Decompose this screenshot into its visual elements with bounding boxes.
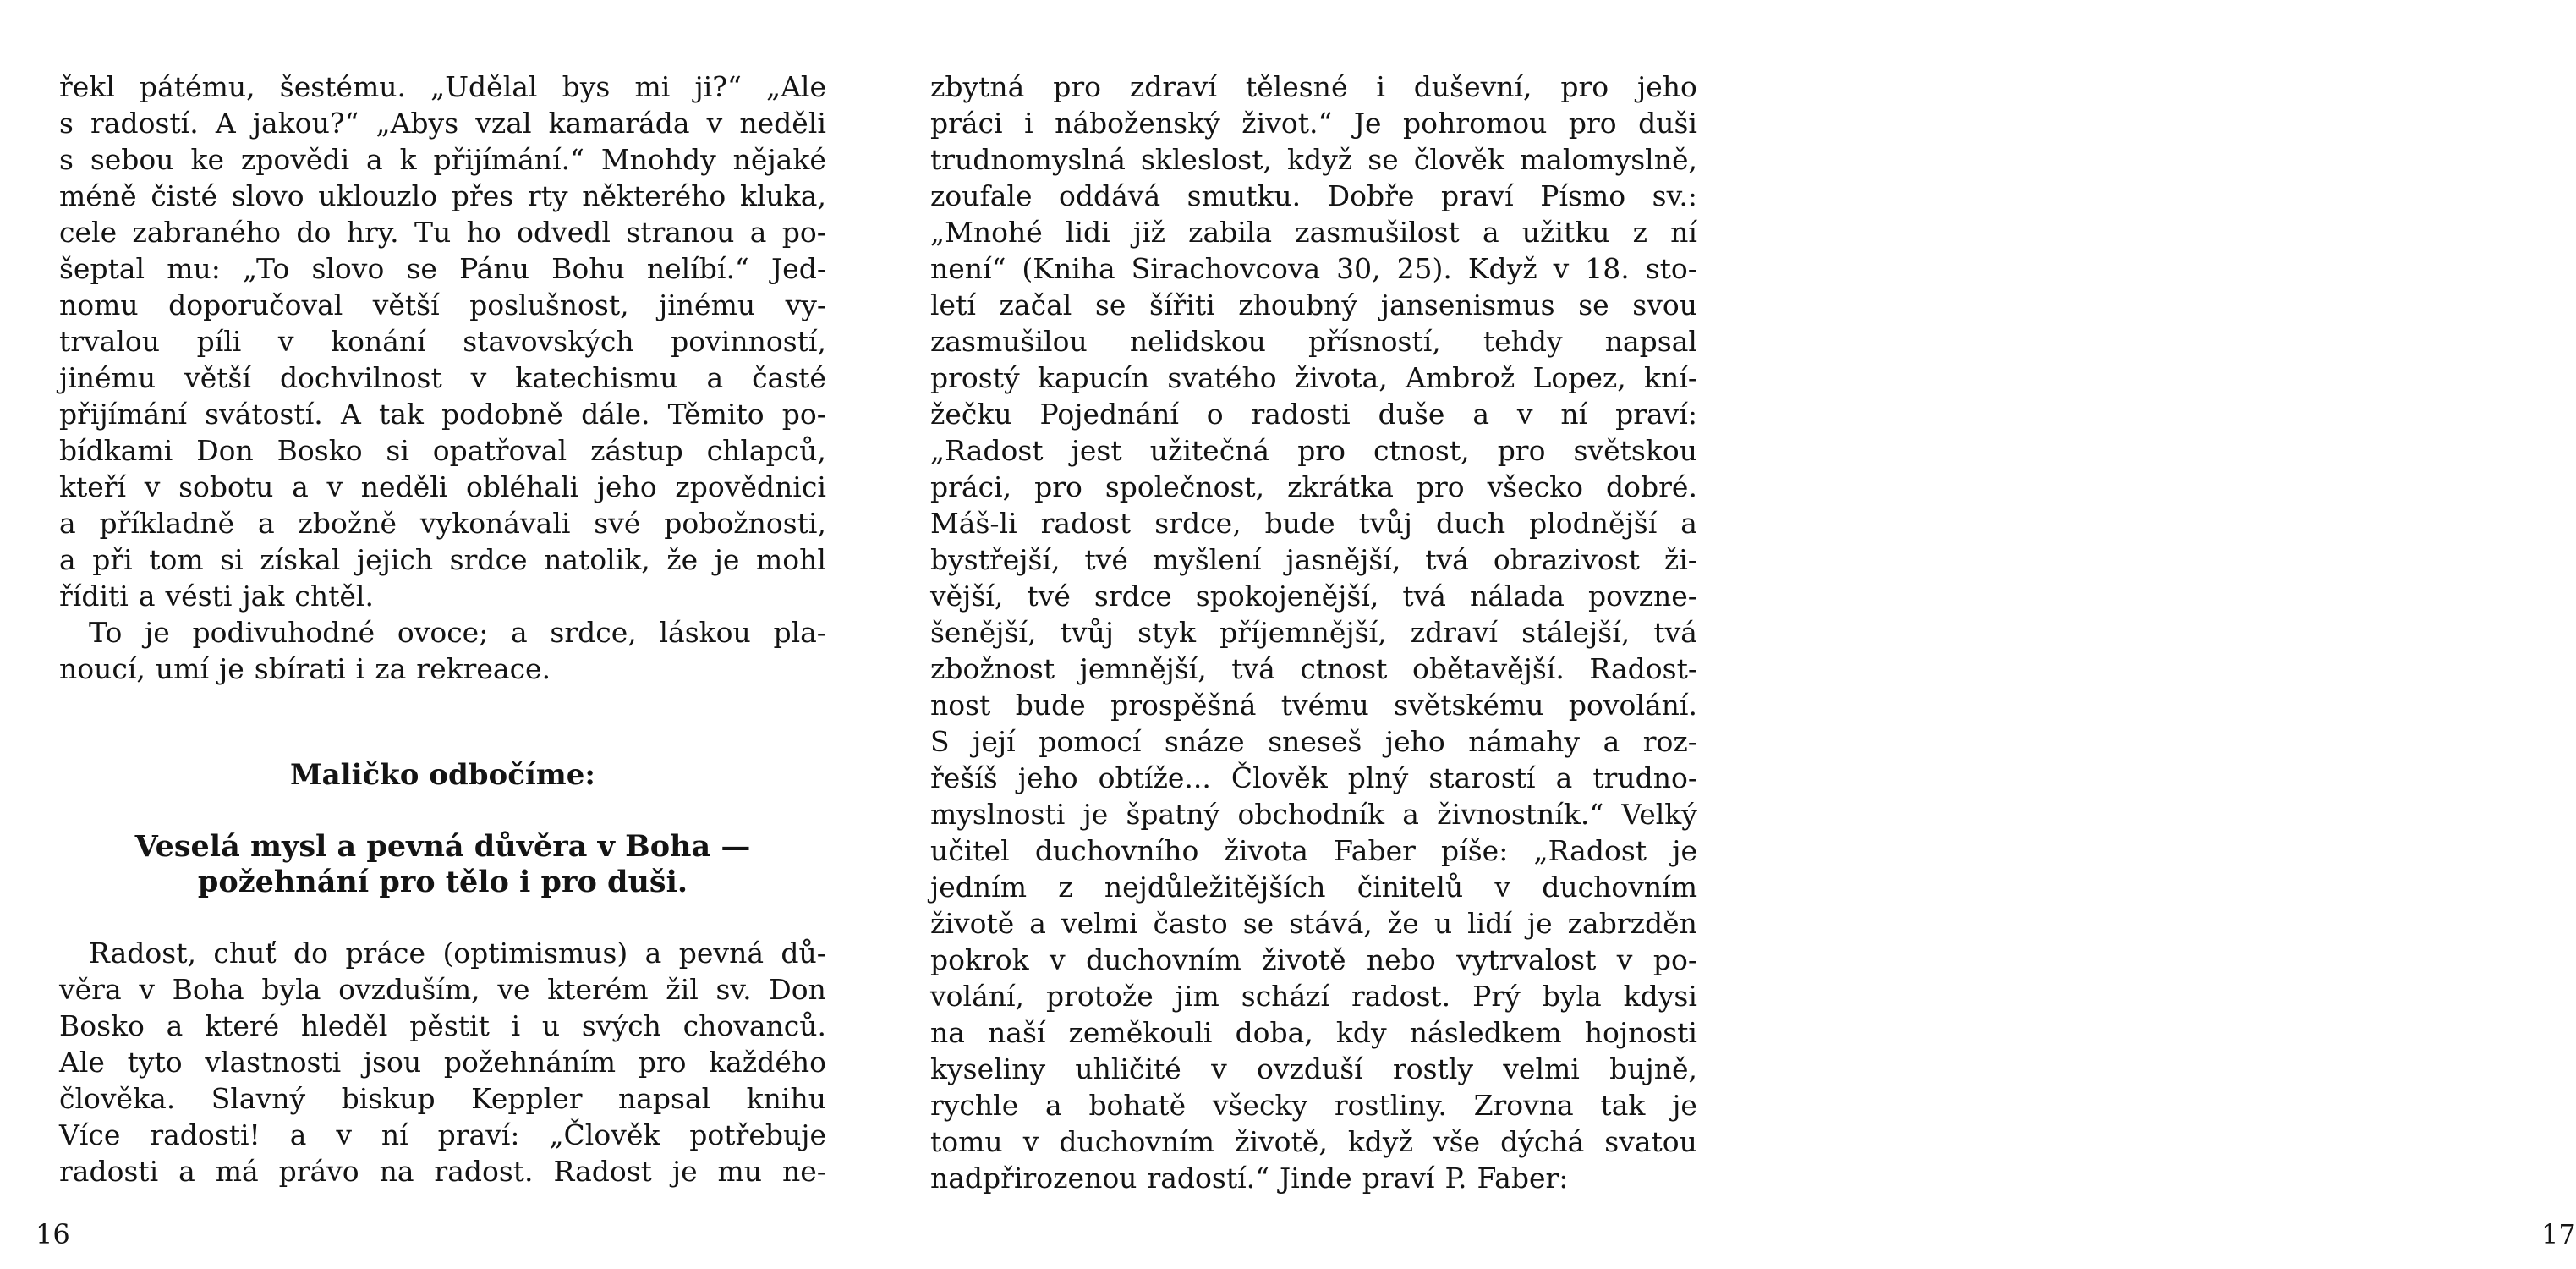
text-line: není“ (Kniha Sirachovcova 30, 25). Když v 18. sto- bbox=[930, 252, 1697, 285]
text-line: jedním z nejdůležitějších činitelů v duchovním bbox=[930, 871, 1697, 904]
text-line: Bosko a které hleděl pěstit i u svých chovanců. bbox=[59, 1009, 826, 1042]
text-line: pokrok v duchovním životě nebo vytrvalost v po- bbox=[930, 943, 1697, 976]
text-line: a při tom si získal jejich srdce natolik, že je mohl bbox=[59, 543, 826, 576]
text-line: práci, pro společnost, zkrátka pro všecko dobré. bbox=[930, 470, 1697, 503]
title-line: požehnání pro tělo i pro duši. bbox=[197, 865, 688, 899]
text-line: letí začal se šířiti zhoubný jansenismus se svou bbox=[930, 288, 1697, 321]
text-line: kteří v sobotu a v neděli obléhali jeho zpovědnici bbox=[59, 470, 826, 503]
left-page bbox=[0, 0, 879, 1269]
text-line: zbytná pro zdraví tělesné i duševní, pro jeho bbox=[930, 70, 1697, 103]
text-line: S její pomocí snáze sneseš jeho námahy a roz- bbox=[930, 725, 1697, 758]
text-line: „Radost jest užitečná pro ctnost, pro světskou bbox=[930, 434, 1697, 467]
text-line: bystřejší, tvé myšlení jasnější, tvá obrazivost ži- bbox=[930, 543, 1697, 576]
text-line: říditi a vésti jak chtěl. bbox=[59, 580, 374, 613]
text-line: tomu v duchovním životě, když vše dýchá svatou bbox=[930, 1125, 1697, 1158]
text-line: nadpřirozenou radostí.“ Jinde praví P. Faber: bbox=[930, 1162, 1569, 1195]
text-line: nomu doporučoval větší poslušnost, jinému vy- bbox=[59, 288, 826, 321]
text-line: šeptal mu: „To slovo se Pánu Bohu nelíbí.“ Jed- bbox=[59, 252, 826, 285]
text-line: Radost, chuť do práce (optimismus) a pevná dů- bbox=[89, 937, 826, 970]
page-number: 17 bbox=[2541, 1218, 2576, 1250]
text-line: méně čisté slovo uklouzlo přes rty některého kluka, bbox=[59, 179, 826, 212]
text-line: myslnosti je špatný obchodník a živnostník.“ Velký bbox=[930, 798, 1697, 831]
text-line: noucí, umí je sbírati i za rekreace. bbox=[59, 652, 551, 685]
text-line: cele zabraného do hry. Tu ho odvedl stranou a po- bbox=[59, 216, 826, 249]
text-line: nost bude prospěšná tvému světskému povolání. bbox=[930, 689, 1697, 722]
text-line: trudnomyslná skleslost, když se člověk malomyslně, bbox=[930, 143, 1697, 176]
text-line: prostý kapucín svatého života, Ambrož Lopez, kní- bbox=[930, 361, 1697, 394]
text-line: zbožnost jemnější, tvá ctnost obětavější. Radost- bbox=[930, 652, 1697, 685]
text-line: přijímání svátostí. A tak podobně dále. Těmito po- bbox=[59, 398, 826, 431]
text-line: kyseliny uhličité v ovzduší rostly velmi bujně, bbox=[930, 1052, 1697, 1085]
text-line: vější, tvé srdce spokojenější, tvá nálada povzne- bbox=[930, 580, 1697, 613]
text-line: Více radosti! a v ní praví: „Člověk potřebuje bbox=[59, 1118, 826, 1151]
section-heading: Maličko odbočíme: bbox=[290, 758, 595, 792]
text-line: volání, protože jim schází radost. Prý byla kdysi bbox=[930, 980, 1697, 1013]
right-page bbox=[879, 0, 2576, 1269]
text-line: a příkladně a zbožně vykonávali své pobožnosti, bbox=[59, 507, 826, 540]
text-line: práci i náboženský život.“ Je pohromou pro duši bbox=[930, 107, 1697, 140]
text-line: řešíš jeho obtíže... Člověk plný starostí a trudno- bbox=[930, 761, 1697, 794]
text-line: zasmušilou nelidskou přísností, tehdy napsal bbox=[930, 325, 1697, 358]
text-line: s radostí. A jakou?“ „Abys vzal kamaráda v neděli bbox=[59, 107, 826, 140]
text-line: řekl pátému, šestému. „Udělal bys mi ji?“ „Ale bbox=[59, 70, 826, 103]
text-line: věra v Boha byla ovzduším, ve kterém žil sv. Don bbox=[59, 973, 826, 1006]
text-line: rychle a bohatě všecky rostliny. Zrovna tak je bbox=[930, 1089, 1697, 1122]
text-line: „Mnohé lidi již zabila zasmušilost a užitku z ní bbox=[930, 216, 1697, 249]
text-line: šenější, tvůj styk příjemnější, zdraví stálejší, tvá bbox=[930, 616, 1697, 649]
text-line: bídkami Don Bosko si opatřoval zástup chlapců, bbox=[59, 434, 826, 467]
text-line: na naší zeměkouli doba, kdy následkem hojnosti bbox=[930, 1016, 1697, 1049]
text-line: životě a velmi často se stává, že u lidí je zabrzděn bbox=[930, 907, 1697, 940]
text-line: Ale tyto vlastnosti jsou požehnáním pro každého bbox=[59, 1046, 826, 1079]
text-line: Máš-li radost srdce, bude tvůj duch plodnější a bbox=[930, 507, 1697, 540]
text-line: žečku Pojednání o radosti duše a v ní praví: bbox=[930, 398, 1697, 431]
text-line: To je podivuhodné ovoce; a srdce, láskou pla- bbox=[89, 616, 826, 649]
title-line: Veselá mysl a pevná důvěra v Boha — bbox=[134, 829, 751, 864]
text-line: radosti a má právo na radost. Radost je mu ne- bbox=[59, 1155, 826, 1188]
text-line: jinému větší dochvilnost v katechismu a časté bbox=[59, 361, 826, 394]
page-number: 16 bbox=[36, 1218, 70, 1250]
text-line: s sebou ke zpovědi a k přijímání.“ Mnohdy nějaké bbox=[59, 143, 826, 176]
text-line: trvalou píli v konání stavovských povinností, bbox=[59, 325, 826, 358]
text-line: zoufale oddává smutku. Dobře praví Písmo sv.: bbox=[930, 179, 1697, 212]
text-line: učitel duchovního života Faber píše: „Radost je bbox=[930, 834, 1697, 867]
text-line: člověka. Slavný biskup Keppler napsal knihu bbox=[59, 1082, 826, 1115]
